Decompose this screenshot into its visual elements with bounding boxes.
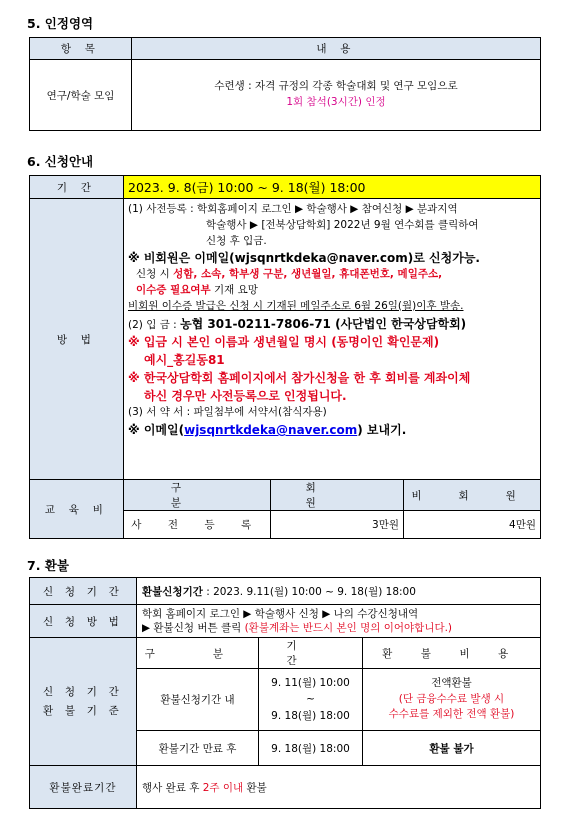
refund-within-end: 9. 18(월) 18:00	[271, 709, 350, 722]
refund-header-category: 구 분	[137, 638, 259, 669]
fee-member-amount: 3만원	[271, 511, 404, 539]
content-line-1: 수련생 : 자격 규정의 각종 학술대회 및 연구 모임으로	[214, 80, 458, 93]
pledge-email-link[interactable]: wjsqnrtkdeka@naver.com	[184, 423, 358, 437]
refund-fee-note-1: (단 금융수수료 발생 시	[398, 692, 505, 705]
method-step-1-line-2: 학술행사 ▶ [전북상담학회] 2022년 9월 연수회를 클릭하여	[206, 218, 479, 231]
refund-complete-value	[137, 766, 541, 809]
refund-row-within-period	[259, 669, 363, 731]
refund-method-label: 신 청 방 법	[30, 605, 137, 638]
refund-header-period: 기 간	[259, 638, 363, 669]
deposit-prefix: (2) 입 금 :	[128, 318, 181, 331]
refund-row-expired-period: 9. 18(월) 18:00	[259, 731, 363, 766]
refund-criteria-label-2: 환 불 기 준	[43, 704, 123, 717]
refund-criteria-label-1: 신 청 기 간	[43, 685, 123, 698]
section-6-table	[29, 175, 541, 539]
section-7-table	[29, 577, 541, 809]
method-label: 방 법	[30, 199, 124, 480]
period-value: 2023. 9. 8(금) 10:00 ~ 9. 18(월) 18:00	[124, 176, 541, 199]
refund-complete-prefix: 행사 완료 후	[142, 781, 203, 794]
fee-header-category: 구 분	[124, 480, 271, 511]
refund-fee-note-2: 수수료를 제외한 전액 환불)	[388, 708, 515, 721]
preregister-note-line-1: ※ 한국상담학회 홈페이지에서 참가신청을 한 후 회비를 계좌이체	[128, 371, 471, 386]
deposit-note-line-1: ※ 입금 시 본인 이름과 생년월일 명시 (동명이인 확인문제)	[128, 335, 440, 350]
section-6-title: 6. 신청안내	[27, 154, 94, 169]
content-line-2: 1회 참석(3시간) 인정	[286, 96, 386, 108]
header-content: 내 용	[132, 38, 541, 60]
header-item: 항 목	[30, 38, 132, 60]
refund-complete-period: 2주 이내	[202, 781, 244, 794]
refund-criteria-label	[30, 638, 137, 766]
refund-header-cost: 환 불 비 용	[363, 638, 541, 669]
refund-within-tilde: ~	[306, 693, 315, 706]
pledge-email-prefix: ※ 이메일(	[128, 423, 185, 437]
refund-complete-suffix: 환불	[243, 781, 267, 794]
refund-method-line-1: 학회 홈페이지 로그인 ▶ 학술행사 신청 ▶ 나의 수강신청내역	[142, 607, 419, 620]
section-5-table	[29, 37, 541, 131]
fee-header-member: 회 원	[271, 480, 404, 511]
certificate-notice: 비회원 이수증 발급은 신청 시 기재된 메일주소로 6월 26일(월)이후 발송.	[128, 299, 464, 312]
certificate-needed: 이수증 필요여부	[136, 284, 211, 296]
refund-apply-period-bold: 환불신청기간	[142, 585, 203, 598]
refund-apply-period-label: 신 청 기 간	[30, 578, 137, 605]
refund-within-start: 9. 11(월) 10:00	[271, 677, 350, 690]
nonmember-email-note: ※ 비회원은 이메일(wjsqnrtkdeka@naver.com)로 신청가능.	[128, 251, 480, 266]
refund-row-expired-name: 환불기간 만료 후	[137, 731, 259, 766]
apply-info-suffix: 기재 요망	[210, 284, 258, 296]
refund-complete-label: 환불완료기간	[30, 766, 137, 809]
apply-info-line-2	[128, 283, 536, 299]
deposit-line	[128, 315, 536, 334]
method-step-1-line-3: 신청 후 입금.	[206, 234, 267, 247]
refund-row-within-cost	[363, 669, 541, 731]
refund-apply-period-dates: : 2023. 9.11(월) 10:00 ~ 9. 18(월) 18:00	[202, 585, 416, 598]
pledge-line: (3) 서 약 서 : 파일첨부에 서약서(참식자용)	[128, 406, 327, 419]
refund-account-note: (환불계좌는 반드시 본인 명의 이어야합니다.)	[244, 622, 453, 634]
section-5-title: 5. 인정영역	[27, 16, 94, 31]
method-content	[124, 199, 541, 480]
refund-method-step: ▶ 환불신청 버튼 클릭	[142, 622, 245, 634]
fee-header-nonmember: 비 회 원	[404, 480, 541, 511]
row-label-research: 연구/학술 모임	[30, 60, 132, 131]
apply-info-line-1	[128, 267, 536, 283]
deposit-note-line-2: 예시_홍길동81	[144, 353, 225, 368]
row-content-research	[132, 60, 541, 131]
refund-row-within-name: 환불신청기간 내	[137, 669, 259, 731]
pledge-email-line	[128, 421, 536, 439]
preregister-note-line-2: 하신 경우만 사전등록으로 인정됩니다.	[144, 389, 347, 404]
pledge-email-suffix: ) 보내기.	[357, 423, 407, 437]
apply-info-prefix: 신청 시	[136, 268, 174, 281]
refund-method-value	[137, 605, 541, 638]
section-7-title: 7. 환불	[27, 558, 69, 573]
refund-full: 전액환불	[431, 676, 472, 689]
method-step-1-line-1: (1) 사전등록 : 학회홈페이지 로그인 ▶ 학술행사 ▶ 참여신청 ▶ 분과지역	[128, 203, 458, 215]
fee-label: 교 육 비	[30, 480, 124, 539]
deposit-account: 농협 301-0211-7806-71 (사단법인 한국상담학회)	[180, 316, 467, 331]
refund-apply-period-value	[137, 578, 541, 605]
fee-row-preregister: 사 전 등 록	[124, 511, 271, 539]
period-label: 기 간	[30, 176, 124, 199]
apply-info-required: 성함, 소속, 학부생 구분, 생년월일, 휴대폰번호, 메일주소,	[173, 268, 443, 281]
fee-nonmember-amount: 4만원	[404, 511, 541, 539]
refund-method-line-2	[142, 621, 540, 635]
refund-row-expired-cost: 환불 불가	[363, 731, 541, 766]
